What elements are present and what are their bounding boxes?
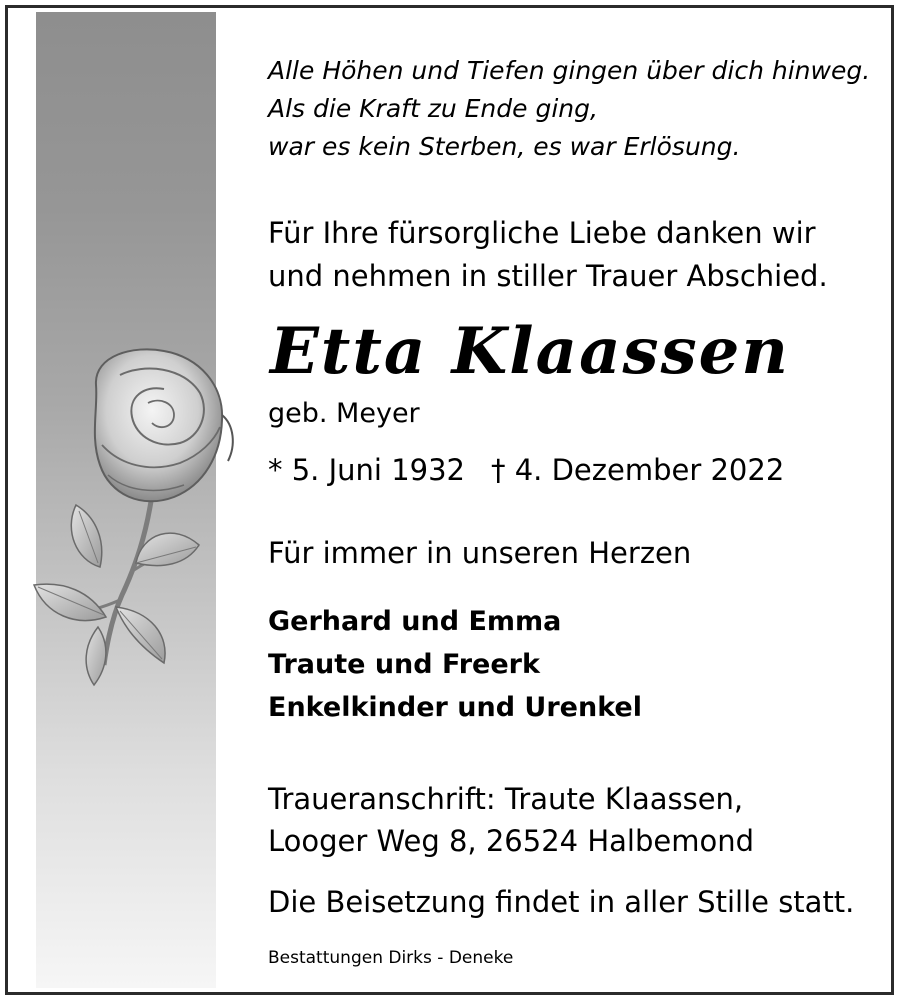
poem-line: Als die Kraft zu Ende ging, xyxy=(268,94,598,123)
death-date: † 4. Dezember 2022 xyxy=(491,453,785,487)
thanks-line: und nehmen in stiller Trauer Abschied. xyxy=(268,259,828,293)
burial-note: Die Beisetzung findet in aller Stille statt. xyxy=(268,885,855,919)
poem-line: war es kein Sterben, es war Erlösung. xyxy=(268,132,741,161)
address-line: Traueranschrift: Traute Klaassen, xyxy=(268,782,744,816)
mourner: Enkelkinder und Urenkel xyxy=(268,692,642,723)
rose-icon xyxy=(24,345,254,700)
maiden-name: geb. Meyer xyxy=(268,398,420,429)
address-line: Looger Weg 8, 26524 Halbemond xyxy=(268,824,754,858)
poem xyxy=(268,52,870,166)
thanks-text xyxy=(268,212,828,298)
mourner: Gerhard und Emma xyxy=(268,606,562,637)
mourner: Traute und Freerk xyxy=(268,649,540,680)
motto: Für immer in unseren Herzen xyxy=(268,536,692,570)
life-dates xyxy=(268,453,784,487)
poem-line: Alle Höhen und Tiefen gingen über dich hinweg. xyxy=(268,56,871,85)
thanks-line: Für Ihre fürsorgliche Liebe danken wir xyxy=(268,216,816,250)
undertaker: Bestattungen Dirks - Deneke xyxy=(268,948,514,968)
deceased-name: Etta Klaassen xyxy=(270,314,790,389)
mourners-list xyxy=(268,600,642,729)
mourning-address xyxy=(268,778,754,862)
birth-date: * 5. Juni 1932 xyxy=(268,453,465,487)
